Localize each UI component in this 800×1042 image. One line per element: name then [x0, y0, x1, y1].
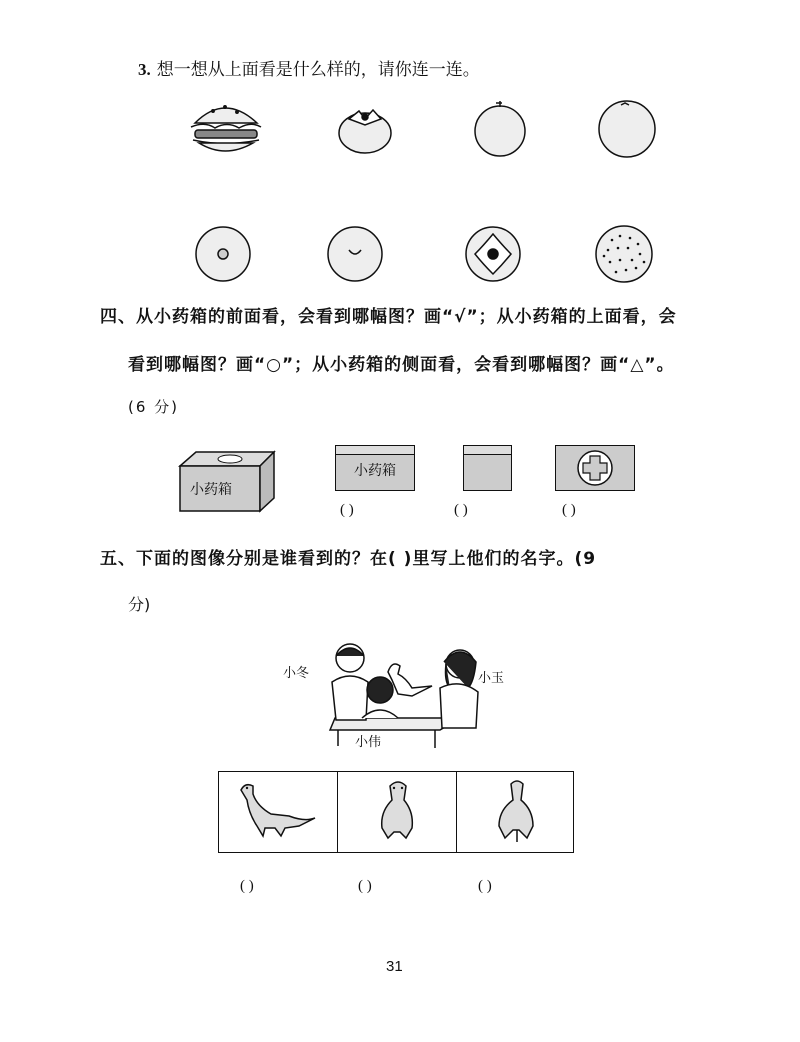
- dinosaur-front-view-icon: [338, 772, 456, 852]
- cross-icon: [556, 446, 634, 490]
- question-4-line2: 看到哪幅图？画“○”；从小药箱的侧面看，会看到哪幅图？画“△”。: [128, 355, 675, 375]
- answer-blank-1[interactable]: ( ): [240, 878, 254, 894]
- top-view-images: [185, 220, 665, 288]
- watermelon-top-icon: [596, 226, 652, 282]
- question-5-line1: 五、下面的图像分别是谁看到的？在( )里写上他们的名字。(9: [100, 549, 597, 569]
- children-scene-illustration: [300, 636, 510, 751]
- question-4-score: (6 分): [128, 398, 180, 416]
- front-view-option: [335, 445, 415, 491]
- page-number: 31: [386, 958, 403, 975]
- side-view-images: [185, 95, 665, 170]
- top-view-option: [555, 445, 635, 491]
- name-label-xiaoyu: 小玉: [478, 671, 505, 686]
- question-5-line2: 分): [128, 595, 151, 614]
- persimmon-side-icon: [339, 110, 391, 153]
- hamburger-icon: [191, 106, 261, 151]
- persimmon-top-icon: [466, 227, 520, 281]
- dinosaur-back-view-icon: [457, 772, 575, 852]
- apple-top-icon: [328, 227, 382, 281]
- answer-blank-side[interactable]: ( ): [454, 502, 468, 518]
- orange-top-icon: [196, 227, 250, 281]
- question-3-text: 想一想从上面看是什么样的，请你连一连。: [156, 60, 480, 80]
- watermelon-side-icon: [599, 101, 655, 157]
- answer-blank-top[interactable]: ( ): [562, 502, 576, 518]
- question-4-line1: 四、从小药箱的前面看，会看到哪幅图？画“√”；从小药箱的上面看，会: [100, 307, 677, 327]
- answer-blank-front[interactable]: ( ): [340, 502, 354, 518]
- answer-blank-2[interactable]: ( ): [358, 878, 372, 894]
- dinosaur-side-cell: [219, 772, 338, 852]
- dinosaur-front-cell: [338, 772, 457, 852]
- orange-side-icon: [475, 101, 525, 156]
- question-3-heading: [138, 55, 480, 80]
- dinosaur-back-cell: [457, 772, 575, 852]
- name-label-xiaodong: 小冬: [283, 666, 310, 681]
- dinosaur-views-table: [218, 771, 574, 853]
- medicine-box-label: 小药箱: [190, 482, 232, 498]
- dinosaur-side-view-icon: [219, 772, 337, 852]
- question-3-number: 3.: [138, 60, 151, 79]
- answer-blank-3[interactable]: ( ): [478, 878, 492, 894]
- name-label-xiaowei: 小伟: [355, 735, 382, 750]
- side-view-option: [463, 445, 512, 491]
- front-view-label: 小药箱: [354, 463, 396, 479]
